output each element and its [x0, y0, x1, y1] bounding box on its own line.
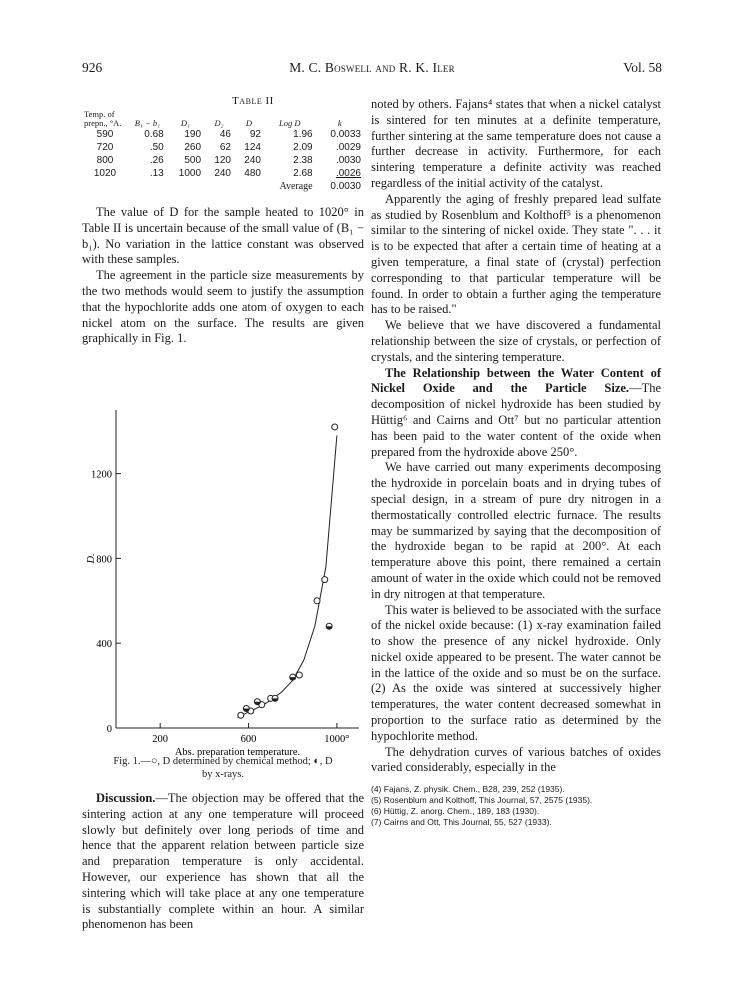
- paragraph: [371, 366, 661, 461]
- table-row: [82, 167, 364, 180]
- table-cell: 124: [244, 142, 261, 153]
- table-row: [82, 154, 364, 167]
- average-label: Average: [279, 181, 313, 192]
- data-point-xray: [326, 623, 332, 629]
- table-header-cell: B₁ − b₁: [134, 118, 161, 128]
- data-point-xray: [272, 695, 278, 701]
- paragraph: This water is believed to be associated with the surface of the nickel oxide because: (1) x-ray examination failed to show the presence of any nickel hydroxide. Only nickel oxide appeared to be present. The water cannot be in the lattice of the oxide and so must be on the surface. (2) As the oxide was sintered at successively higher temperatures, the water content decreased somewhat in proportion to the surface ratio as determined by the hypochlorite method.: [371, 602, 661, 743]
- footnote: (7) Cairns and Ott, This Journal, 55, 527 (1933).: [371, 817, 552, 828]
- data-point-chemical: [314, 598, 320, 604]
- page-number: 926: [82, 60, 103, 75]
- table-cell: 92: [249, 129, 261, 140]
- data-point-chemical: [332, 424, 338, 430]
- volume-number: Vol. 58: [623, 60, 662, 75]
- running-title: M. C. Boswell and R. K. Iler: [289, 60, 455, 75]
- average-value: 0.0030: [330, 181, 361, 192]
- data-point-xray: [243, 705, 249, 711]
- x-axis-label: Abs. preparation temperature.: [174, 747, 301, 758]
- table-cell: 0.0033: [330, 129, 361, 140]
- table-cell: 720: [96, 142, 114, 153]
- table-header-row: [82, 110, 364, 128]
- paragraph: [82, 791, 364, 933]
- figure-caption: [82, 755, 364, 781]
- x-tick-label: 600: [240, 734, 257, 745]
- table-row: [82, 141, 364, 154]
- table-cell: 260: [184, 142, 202, 153]
- page-header: [82, 60, 662, 80]
- left-column: [82, 95, 364, 347]
- table-cell: 1.96: [293, 129, 313, 140]
- table-cell: 240: [214, 168, 231, 179]
- table-header-cell: D₂: [214, 118, 224, 128]
- table-average-row: [82, 180, 364, 193]
- table-title: Table II: [232, 95, 274, 107]
- y-tick-label: 0: [106, 724, 112, 735]
- table-header-cell: D₁: [180, 118, 190, 128]
- paragraph: We believe that we have discovered a fundamental relationship between the size of crystals, or perfection of crystals, and the sintering temperature.: [371, 318, 661, 364]
- table-header-cell: Temp. of prepn., °A.: [84, 109, 122, 128]
- table-header-cell: k: [337, 118, 342, 128]
- caption-line: by x-rays.: [202, 769, 244, 780]
- paragraph: noted by others. Fajans⁴ states that when a nickel catalyst is sintered for ten minutes at a definite temperature, further sintering at the same temperature does not cause a further decrease in activity. Furthermore, for each sintering temperature a definite activity was reached regardless of the initial activity of the catalyst.: [371, 97, 661, 190]
- paragraph: Apparently the aging of freshly prepared lead sulfate as studied by Rosenblum and Kolthoff⁵ is a phenomenon similar to the sintering of nickel oxide. They state ". . . it is to be expected that after a certain time of heating at a given temperature, a final state of (crystal) perfection corresponding to that particular temperature will be found. In order to obtain a further aging the temperature has to be raised.": [371, 191, 661, 317]
- table-row: [82, 128, 364, 141]
- table-cell: 62: [219, 142, 231, 153]
- table-cell: 590: [96, 129, 114, 140]
- y-axis-label: D.: [86, 553, 97, 564]
- paragraph-text: —The decomposition of nickel hydroxide has been studied by Hüttig⁶ and Cairns and Ott⁷ but no particular attention has been paid to the water content of the oxide when prepared from the hydroxide above 250°.: [371, 381, 661, 459]
- data-point-xray: [254, 699, 260, 705]
- x-tick-label: 1000°: [324, 734, 350, 745]
- table-header-cell: D: [245, 118, 253, 128]
- data-point-chemical: [238, 712, 244, 718]
- table-cell: 1000: [178, 168, 202, 179]
- fit-curve: [238, 435, 337, 717]
- y-tick-label: 1200: [91, 469, 112, 481]
- table-cell: .0030: [335, 155, 361, 166]
- table-header-cell: Log D: [279, 118, 301, 128]
- y-tick-label: 800: [96, 554, 112, 566]
- footnote: (5) Rosenblum and Kolthoff, This Journal, 57, 2575 (1935).: [371, 795, 593, 806]
- table-cell: 0.68: [144, 129, 164, 140]
- data-point-chemical: [296, 672, 302, 678]
- table-cell: 240: [244, 155, 261, 166]
- table-cell: 800: [96, 155, 114, 166]
- data-point-xray: [290, 674, 296, 680]
- paragraph: The value of D for the sample heated to 1020° in Table II is uncertain because of the small value of (B₁ − b₁). No variation in the lattice constant was observed with these samples.: [82, 205, 364, 267]
- table-cell: 1020: [93, 168, 117, 179]
- table-cell: 2.68: [293, 168, 313, 179]
- paragraph: The dehydration curves of various batches of oxides varied considerably, especially in the: [371, 744, 661, 775]
- paragraph: The agreement in the particle size measurements by the two methods would seem to justify the assumption that the hypochlorite adds one atom of oxygen to each nickel atom on the surface. The results are given graphically in Fig. 1.: [82, 268, 364, 346]
- table-cell: .0029: [335, 142, 361, 153]
- table-cell: .26: [149, 155, 164, 166]
- footnote: (6) Hüttig, Z. anorg. Chem., 189, 183 (1930).: [371, 806, 540, 817]
- table-cell: 46: [219, 129, 231, 140]
- caption-line: Fig. 1.—○, D determined by chemical method; ◐, D: [113, 756, 333, 767]
- x-tick-label: 200: [152, 734, 169, 745]
- data-point-chemical: [322, 577, 328, 583]
- table-cell: 500: [184, 155, 202, 166]
- table-cell: .13: [149, 168, 164, 179]
- discussion-section: [82, 791, 364, 933]
- discussion-text: —The objection may be offered that the sintering action at any one temperature will proceed slowly but definitely over long periods of time and hence that the apparent relation between particle size and preparation temperature is only accidental. However, our experience has shown that all the sintering which will take place at any one temperature is substantially complete within an hour. A similar phenomenon has been: [82, 791, 364, 932]
- section-heading: The Relationship between the Water Content of Nickel Oxide and the Particle Size.: [371, 365, 661, 396]
- table-cell: 2.38: [293, 155, 313, 166]
- table-cell: .50: [149, 142, 164, 153]
- table-cell: .0026: [335, 168, 361, 179]
- section-heading: Discussion.: [96, 791, 156, 805]
- footnote: (4) Fajans, Z. physik. Chem., B28, 239, 252 (1935).: [371, 784, 565, 795]
- y-tick-label: 400: [96, 639, 112, 651]
- paragraph: We have carried out many experiments decomposing the hydroxide in porcelain boats and in drying tubes of special design, in a stream of pure dry nitrogen in a thermostatically controlled electric furnace. The results may be summarized by saying that the decomposition of the hydroxide began to be rapid at 200°. At each temperature above this point, there remained a certain amount of water in the oxide which could not be removed in dry nitrogen at that temperature.: [371, 460, 661, 601]
- footnotes: [371, 784, 661, 828]
- right-column: [371, 97, 661, 828]
- data-table: [82, 110, 364, 193]
- table-cell: 120: [214, 155, 231, 166]
- table-cell: 190: [184, 129, 202, 140]
- table-cell: 2.09: [293, 142, 313, 153]
- figure-chart: [82, 378, 372, 798]
- table-cell: 480: [244, 168, 261, 179]
